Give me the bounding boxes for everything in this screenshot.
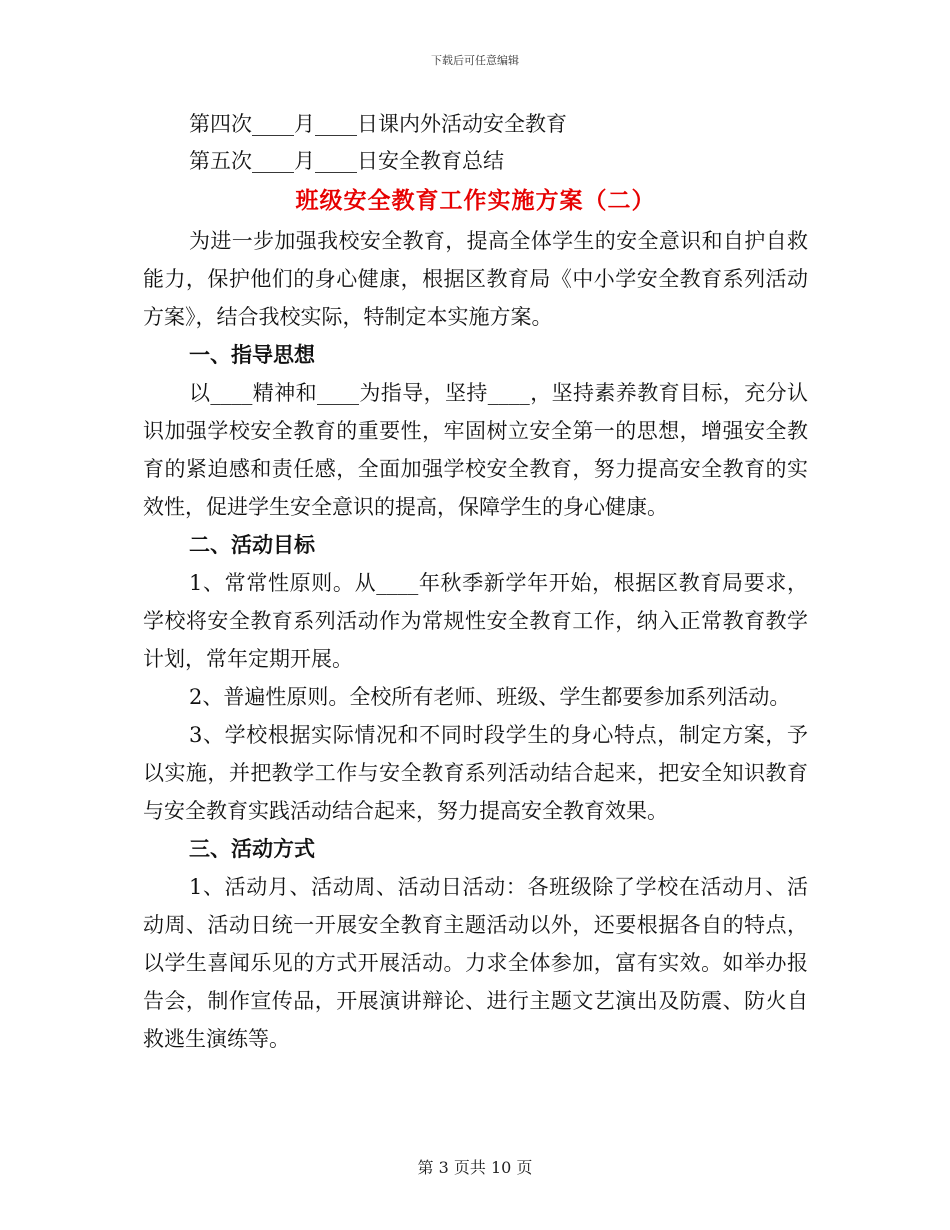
intro-paragraph: 为进一步加强我校安全教育，提高全体学生的安全意识和自护自救能力，保护他们的身心健康，根据区教育局《中小学安全教育系列活动方案》，结合我校实际，特制定本实施方案。 xyxy=(143,229,808,329)
document-body xyxy=(143,106,808,1058)
schedule-line-4: 第四次____月____日课内外活动安全教育 xyxy=(189,112,567,136)
section-heading-1: 一、指导思想 xyxy=(189,343,315,367)
page-header-note: 下载后可任意编辑 xyxy=(431,54,519,67)
document-title: 班级安全教育工作实施方案（二） xyxy=(295,187,656,214)
section-2-paragraph-2: 2、普遍性原则。全校所有老师、班级、学生都要参加系列活动。 xyxy=(189,685,791,709)
section-2-paragraph-3: 3、学校根据实际情况和不同时段学生的身心特点，制定方案，予以实施，并把教学工作与安全教育系列活动结合起来，把安全知识教育与安全教育实践活动结合起来，努力提高安全教育效果。 xyxy=(143,723,808,823)
section-3-paragraph-1: 1、活动月、活动周、活动日活动：各班级除了学校在活动月、活动周、活动日统一开展安全教育主题活动以外，还要根据各自的特点，以学生喜闻乐见的方式开展活动。力求全体参加，富有实效。如举办报告会，制作宣传品，开展演讲辩论、进行主题文艺演出及防震、防火自救逃生演练等。 xyxy=(143,875,808,1051)
section-heading-2: 二、活动目标 xyxy=(189,533,315,557)
schedule-line-5: 第五次____月____日安全教育总结 xyxy=(189,149,504,173)
section-heading-3: 三、活动方式 xyxy=(189,837,315,861)
section-2-paragraph-1: 1、常常性原则。从____年秋季新学年开始，根据区教育局要求，学校将安全教育系列活动作为常规性安全教育工作，纳入正常教育教学计划，常年定期开展。 xyxy=(143,571,808,671)
section-1-paragraph-1: 以____精神和____为指导，坚持____，坚持素养教育目标，充分认识加强学校安全教育的重要性，牢固树立安全第一的思想，增强安全教育的紧迫感和责任感，全面加强学校安全教育，努力提高安全教育的实效性，促进学生安全意识的提高，保障学生的身心健康。 xyxy=(143,381,808,519)
page-number-footer: 第 3 页共 10 页 xyxy=(417,1158,533,1177)
